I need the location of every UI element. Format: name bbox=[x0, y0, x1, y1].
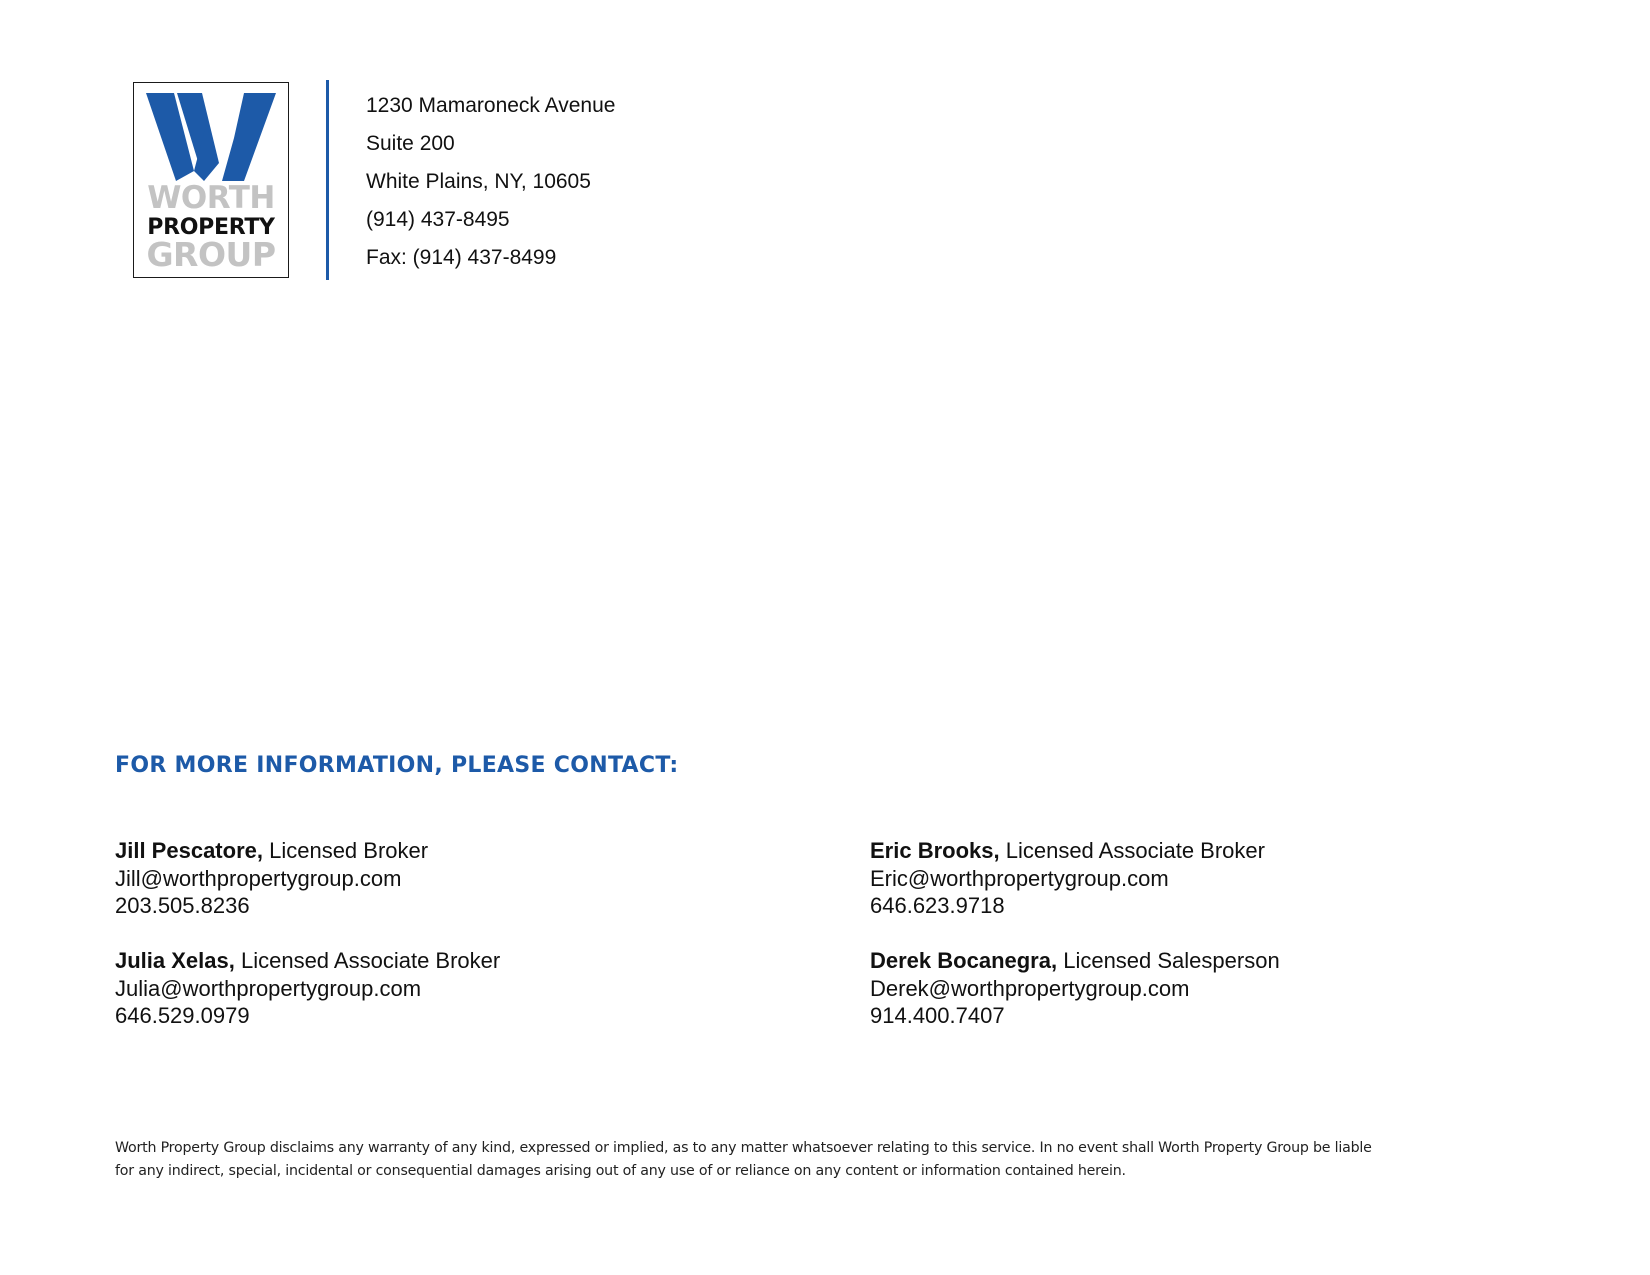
contact-phone: 646.623.9718 bbox=[870, 893, 1005, 918]
contact-phone: 203.505.8236 bbox=[115, 893, 250, 918]
company-logo bbox=[133, 82, 289, 278]
contact-name: Derek Bocanegra, bbox=[870, 948, 1058, 973]
logo-word-property: PROPERTY bbox=[147, 215, 275, 240]
company-address bbox=[366, 92, 615, 282]
contact-title: Licensed Associate Broker bbox=[234, 948, 501, 973]
logo-word-group: GROUP bbox=[146, 235, 276, 274]
header-divider bbox=[326, 80, 329, 280]
address-suite: Suite 200 bbox=[366, 132, 455, 155]
contact-email[interactable]: Julia@worthpropertygroup.com bbox=[115, 975, 422, 1001]
contact-name: Jill Pescatore, bbox=[115, 838, 263, 863]
contact-email[interactable]: Jill@worthpropertygroup.com bbox=[115, 865, 402, 891]
contact-card bbox=[870, 837, 1265, 920]
contact-name: Julia Xelas, bbox=[115, 948, 235, 973]
contact-email[interactable]: Derek@worthpropertygroup.com bbox=[870, 975, 1190, 1001]
contact-phone: 646.529.0979 bbox=[115, 1003, 250, 1028]
w-logo-mark-icon bbox=[146, 93, 276, 185]
contact-name: Eric Brooks, bbox=[870, 838, 1000, 863]
logo-word-worth: WORTH bbox=[147, 180, 275, 216]
contact-email[interactable]: Eric@worthpropertygroup.com bbox=[870, 865, 1169, 891]
contact-title: Licensed Salesperson bbox=[1057, 948, 1280, 973]
disclaimer-text: Worth Property Group disclaims any warranty of any kind, expressed or implied, as to any matter whatsoever relating to this service. In no event shall Worth Property Group be liable for any indirect, special, incidental or consequential damages arising out of any use of or reliance on any content or information contained herein. bbox=[115, 1140, 1372, 1179]
address-city: White Plains, NY, 10605 bbox=[366, 170, 591, 193]
address-phone: (914) 437-8495 bbox=[366, 208, 510, 231]
address-street: 1230 Mamaroneck Avenue bbox=[366, 94, 616, 117]
contact-card bbox=[870, 947, 1280, 1030]
contact-title: Licensed Broker bbox=[262, 838, 429, 863]
contact-card bbox=[115, 947, 500, 1030]
contact-title: Licensed Associate Broker bbox=[999, 838, 1265, 863]
contact-heading: FOR MORE INFORMATION, PLEASE CONTACT: bbox=[115, 753, 679, 778]
contact-card bbox=[115, 837, 428, 920]
address-fax: Fax: (914) 437-8499 bbox=[366, 246, 557, 269]
contact-phone: 914.400.7407 bbox=[870, 1003, 1005, 1028]
